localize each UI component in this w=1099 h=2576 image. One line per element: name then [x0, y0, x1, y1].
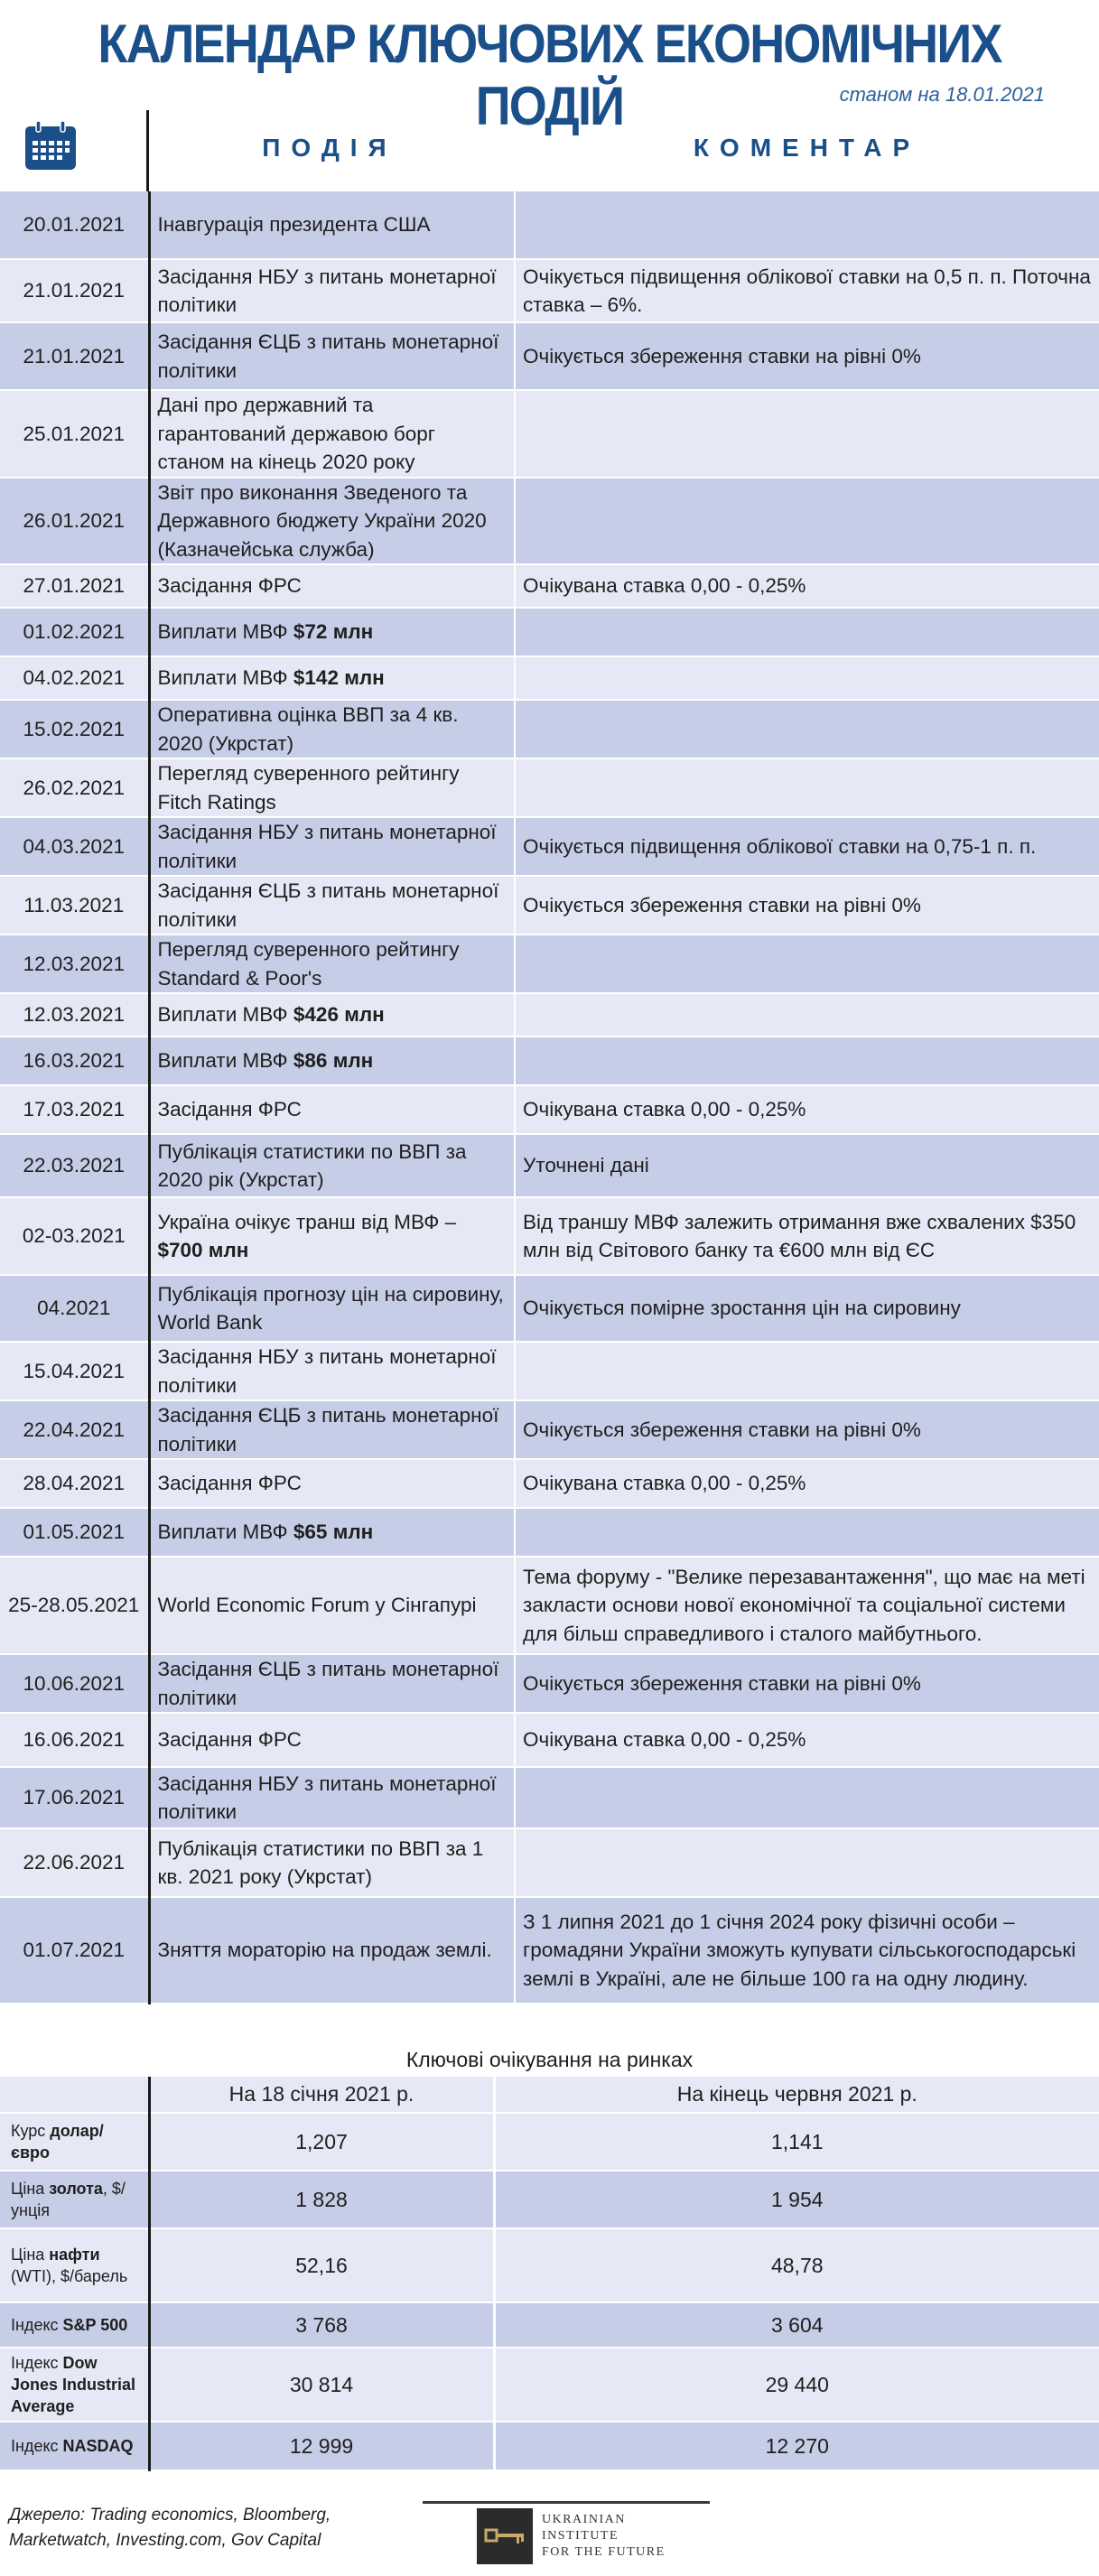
event-title-text: World Economic Forum у Сінгапурі [157, 1594, 477, 1617]
market-value-forecast: 3 604 [494, 2302, 1099, 2348]
event-title-text: Публікація статистики по ВВП за 2020 рік (Укрстат) [157, 1139, 467, 1191]
event-title-text: Засідання ЄЦБ з питань монетарної політики [157, 1404, 499, 1455]
event-title [149, 1713, 515, 1767]
event-title-text: Публікація прогнозу цін на сировину, World Bank [157, 1282, 504, 1334]
event-row [0, 817, 1099, 876]
market-indicator-label [0, 2171, 149, 2228]
event-row [0, 1037, 1099, 1085]
event-date: 01.07.2021 [0, 1897, 149, 2004]
event-comment [515, 656, 1099, 700]
event-title [149, 478, 515, 565]
event-comment: Очікується підвищення облікової ставки на 0,75-1 п. п. [515, 817, 1099, 876]
event-comment: Очікувана ставка 0,00 - 0,25% [515, 1085, 1099, 1134]
market-value-current: 52,16 [149, 2228, 494, 2302]
event-title [149, 656, 515, 700]
event-title-text: Перегляд суверенного рейтингу Fitch Ratings [157, 762, 460, 814]
indicator-name: нафти [49, 2245, 100, 2264]
indicator-name: S&P 500 [62, 2315, 128, 2334]
event-title [149, 1767, 515, 1828]
payment-amount: $86 млн [293, 1049, 374, 1073]
event-row [0, 1713, 1099, 1767]
event-row [0, 876, 1099, 935]
indicator-name: долар/євро [11, 2121, 104, 2162]
event-title [149, 700, 515, 758]
event-comment [515, 191, 1099, 259]
event-title-text: Засідання ЄЦБ з питань монетарної політики [157, 879, 499, 931]
key-logo-icon [477, 2508, 533, 2564]
market-row [0, 2348, 1099, 2422]
event-title-text: Засідання ЄЦБ з питань монетарної політики [157, 1658, 499, 1709]
event-date: 26.02.2021 [0, 758, 149, 817]
market-value-forecast: 12 270 [494, 2422, 1099, 2470]
event-title-text: Виплати МВФ [157, 1520, 293, 1544]
event-comment [515, 478, 1099, 565]
event-title-text: Публікація статистики по ВВП за 1 кв. 2021 року (Укрстат) [157, 1837, 484, 1888]
event-title [149, 817, 515, 876]
event-row [0, 191, 1099, 259]
event-comment: Очікується збереження ставки на рівні 0% [515, 322, 1099, 390]
event-date: 01.05.2021 [0, 1508, 149, 1557]
market-row [0, 2113, 1099, 2171]
event-row [0, 1767, 1099, 1828]
event-date: 11.03.2021 [0, 876, 149, 935]
event-title [149, 608, 515, 656]
event-title [149, 322, 515, 390]
event-date: 21.01.2021 [0, 322, 149, 390]
indicator-prefix: Ціна [11, 2179, 50, 2198]
event-date: 02-03.2021 [0, 1197, 149, 1275]
event-date: 22.03.2021 [0, 1134, 149, 1197]
event-row [0, 608, 1099, 656]
event-row [0, 322, 1099, 390]
event-title [149, 1459, 515, 1508]
indicator-name: Dow Jones Industrial Average [11, 2353, 136, 2416]
market-value-forecast: 48,78 [494, 2228, 1099, 2302]
event-title-text: Україна очікує транш від МВФ – [157, 1210, 457, 1233]
event-date: 21.01.2021 [0, 259, 149, 322]
events-table [0, 191, 1099, 2004]
event-title-text: Дані про державний та гарантований державою борг станом на кінець 2020 року [157, 394, 435, 473]
event-title-text: Виплати МВФ [157, 666, 293, 690]
event-title [149, 1197, 515, 1275]
event-row [0, 993, 1099, 1037]
event-title [149, 935, 515, 993]
event-row [0, 758, 1099, 817]
event-title [149, 564, 515, 608]
event-comment: Очікується помірне зростання цін на сировину [515, 1275, 1099, 1342]
market-value-current: 1 828 [149, 2171, 494, 2228]
event-title [149, 1557, 515, 1654]
event-title-text: Виплати МВФ [157, 1049, 293, 1073]
page-title: КАЛЕНДАР КЛЮЧОВИХ ЕКОНОМІЧНИХ ПОДІЙ [98, 14, 1001, 136]
event-date: 04.2021 [0, 1275, 149, 1342]
event-date: 15.02.2021 [0, 700, 149, 758]
event-date: 04.02.2021 [0, 656, 149, 700]
indicator-unit: , $/унція [11, 2179, 126, 2219]
event-comment: Очікувана ставка 0,00 - 0,25% [515, 564, 1099, 608]
event-title [149, 1400, 515, 1459]
indicator-prefix: Індекс [11, 2436, 63, 2455]
event-row [0, 1197, 1099, 1275]
event-date: 28.04.2021 [0, 1459, 149, 1508]
page-header [0, 0, 1099, 191]
event-title [149, 1654, 515, 1713]
event-title [149, 1134, 515, 1197]
event-date: 16.03.2021 [0, 1037, 149, 1085]
event-comment: Уточнені дані [515, 1134, 1099, 1197]
market-row [0, 2228, 1099, 2302]
indicator-prefix: Ціна [11, 2245, 50, 2264]
event-title [149, 259, 515, 322]
payment-amount: $142 млн [293, 666, 385, 690]
event-comment [515, 1037, 1099, 1085]
event-row [0, 1508, 1099, 1557]
event-row [0, 1134, 1099, 1197]
payment-amount: $700 млн [157, 1239, 249, 1261]
event-title [149, 1037, 515, 1085]
event-date: 27.01.2021 [0, 564, 149, 608]
column-header-comment: КОМЕНТАР [693, 134, 921, 162]
event-title [149, 758, 515, 817]
event-comment: Очікується збереження ставки на рівні 0% [515, 1400, 1099, 1459]
market-col-forecast: На кінець червня 2021 р. [494, 2077, 1099, 2113]
event-comment [515, 1508, 1099, 1557]
event-row [0, 1654, 1099, 1713]
event-title-text: Виплати МВФ [157, 620, 293, 644]
indicator-prefix: Індекс [11, 2315, 63, 2334]
event-row [0, 1897, 1099, 2004]
event-comment: Від траншу МВФ залежить отримання вже схвалених $350 млн від Світового банку та €600 млн від ЄС [515, 1197, 1099, 1275]
event-date: 17.03.2021 [0, 1085, 149, 1134]
market-indicator-label [0, 2422, 149, 2470]
event-date: 01.02.2021 [0, 608, 149, 656]
event-title-text: Інавгурація президента США [157, 213, 431, 237]
event-title [149, 1828, 515, 1897]
event-title-text: Засідання НБУ з питань монетарної політики [157, 1772, 497, 1823]
event-comment [515, 700, 1099, 758]
event-row [0, 1459, 1099, 1508]
event-comment [515, 993, 1099, 1037]
event-comment: Очікується збереження ставки на рівні 0% [515, 876, 1099, 935]
market-header-row [0, 2077, 1099, 2113]
event-date: 22.04.2021 [0, 1400, 149, 1459]
event-date: 25-28.05.2021 [0, 1557, 149, 1654]
event-row [0, 1828, 1099, 1897]
event-title-text: Зняття мораторію на продаж землі. [157, 1939, 492, 1962]
event-comment [515, 1767, 1099, 1828]
indicator-prefix: Індекс [11, 2353, 63, 2372]
indicator-name: NASDAQ [62, 2436, 134, 2455]
event-title [149, 876, 515, 935]
payment-amount: $426 млн [293, 1003, 385, 1027]
event-date: 12.03.2021 [0, 993, 149, 1037]
event-title-text: Засідання ЄЦБ з питань монетарної політики [157, 330, 499, 382]
institute-logo-text [542, 2512, 666, 2562]
event-comment: Очікується збереження ставки на рівні 0% [515, 1654, 1099, 1713]
market-table [0, 2077, 1099, 2471]
calendar-icon [23, 119, 78, 172]
event-title-text: Перегляд суверенного рейтингу Standard & Poor's [157, 938, 460, 990]
event-comment [515, 608, 1099, 656]
column-header-event: ПОДІЯ [262, 134, 397, 162]
event-title [149, 1508, 515, 1557]
market-value-current: 1,207 [149, 2113, 494, 2171]
event-comment [515, 758, 1099, 817]
indicator-unit: (WTI), $/барель [11, 2267, 128, 2285]
event-title-text: Засідання ФРС [157, 574, 302, 598]
event-comment [515, 1828, 1099, 1897]
market-value-forecast: 1 954 [494, 2171, 1099, 2228]
event-row [0, 478, 1099, 565]
logo-line-3: FOR THE FUTURE [542, 2545, 666, 2560]
page-subtitle: станом на 18.01.2021 [839, 83, 1045, 106]
event-row [0, 564, 1099, 608]
event-title [149, 1342, 515, 1400]
event-title-text: Виплати МВФ [157, 1003, 293, 1027]
event-row [0, 1400, 1099, 1459]
event-comment [515, 1342, 1099, 1400]
logo-line-2: INSTITUTE [542, 2529, 619, 2543]
market-value-current: 30 814 [149, 2348, 494, 2422]
event-date: 25.01.2021 [0, 390, 149, 478]
event-date: 26.01.2021 [0, 478, 149, 565]
event-title-text: Засідання НБУ з питань монетарної політики [157, 265, 497, 316]
event-row [0, 259, 1099, 322]
event-title-text: Засідання НБУ з питань монетарної політики [157, 1345, 497, 1397]
source-note: Джерело: Trading economics, Bloomberg, Marketwatch, Investing.com, Gov Capital [9, 2506, 331, 2550]
event-date: 16.06.2021 [0, 1713, 149, 1767]
market-value-forecast: 1,141 [494, 2113, 1099, 2171]
event-date: 04.03.2021 [0, 817, 149, 876]
event-row [0, 1342, 1099, 1400]
market-indicator-label [0, 2348, 149, 2422]
event-comment: Тема форуму - "Велике перезавантаження", що має на меті закласти основи нової економічної та соціальної системи для більш справедливого і сталого майбутнього. [515, 1557, 1099, 1654]
event-comment: З 1 липня 2021 до 1 січня 2024 року фізичні особи – громадяни України зможуть купувати сільськогосподарські землі в Україні, але не більше 100 га на одну людину. [515, 1897, 1099, 2004]
payment-amount: $72 млн [293, 620, 374, 644]
market-value-current: 3 768 [149, 2302, 494, 2348]
event-row [0, 1275, 1099, 1342]
market-section-title: Ключові очікування на ринках [0, 2042, 1099, 2077]
event-title [149, 1897, 515, 2004]
event-row [0, 656, 1099, 700]
market-col-current: На 18 січня 2021 р. [149, 2077, 494, 2113]
payment-amount: $65 млн [293, 1520, 374, 1544]
logo-line-1: UKRAINIAN [542, 2513, 626, 2526]
market-row [0, 2302, 1099, 2348]
market-row [0, 2171, 1099, 2228]
event-date: 15.04.2021 [0, 1342, 149, 1400]
event-title-text: Звіт про виконання Зведеного та Державного бюджету України 2020 (Казначейська служба) [157, 480, 487, 561]
event-title [149, 1085, 515, 1134]
market-indicator-label [0, 2302, 149, 2348]
market-value-current: 12 999 [149, 2422, 494, 2470]
market-indicator-label [0, 2228, 149, 2302]
event-title [149, 993, 515, 1037]
footer-divider [423, 2501, 710, 2504]
market-header-blank [0, 2077, 149, 2113]
event-date: 12.03.2021 [0, 935, 149, 993]
event-comment [515, 935, 1099, 993]
market-row [0, 2422, 1099, 2470]
event-row [0, 700, 1099, 758]
event-comment: Очікувана ставка 0,00 - 0,25% [515, 1459, 1099, 1508]
event-row [0, 1085, 1099, 1134]
event-row [0, 1557, 1099, 1654]
event-title [149, 1275, 515, 1342]
event-title-text: Засідання ФРС [157, 1728, 302, 1752]
event-row [0, 390, 1099, 478]
event-title [149, 390, 515, 478]
event-row [0, 935, 1099, 993]
market-indicator-label [0, 2113, 149, 2171]
event-title-text: Засідання ФРС [157, 1098, 302, 1121]
market-value-forecast: 29 440 [494, 2348, 1099, 2422]
indicator-prefix: Курс [11, 2121, 51, 2140]
event-date: 10.06.2021 [0, 1654, 149, 1713]
event-comment: Очікується підвищення облікової ставки на 0,5 п. п. Поточна ставка – 6%. [515, 259, 1099, 322]
event-title [149, 191, 515, 259]
indicator-name: золота [49, 2179, 103, 2198]
event-title-text: Засідання НБУ з питань монетарної політики [157, 821, 497, 872]
event-title-text: Оперативна оцінка ВВП за 4 кв. 2020 (Укрстат) [157, 703, 459, 755]
page-footer [0, 2490, 1099, 2576]
event-date: 17.06.2021 [0, 1767, 149, 1828]
event-date: 22.06.2021 [0, 1828, 149, 1897]
event-title-text: Засідання ФРС [157, 1472, 302, 1495]
event-comment: Очікувана ставка 0,00 - 0,25% [515, 1713, 1099, 1767]
event-comment [515, 390, 1099, 478]
event-date: 20.01.2021 [0, 191, 149, 259]
